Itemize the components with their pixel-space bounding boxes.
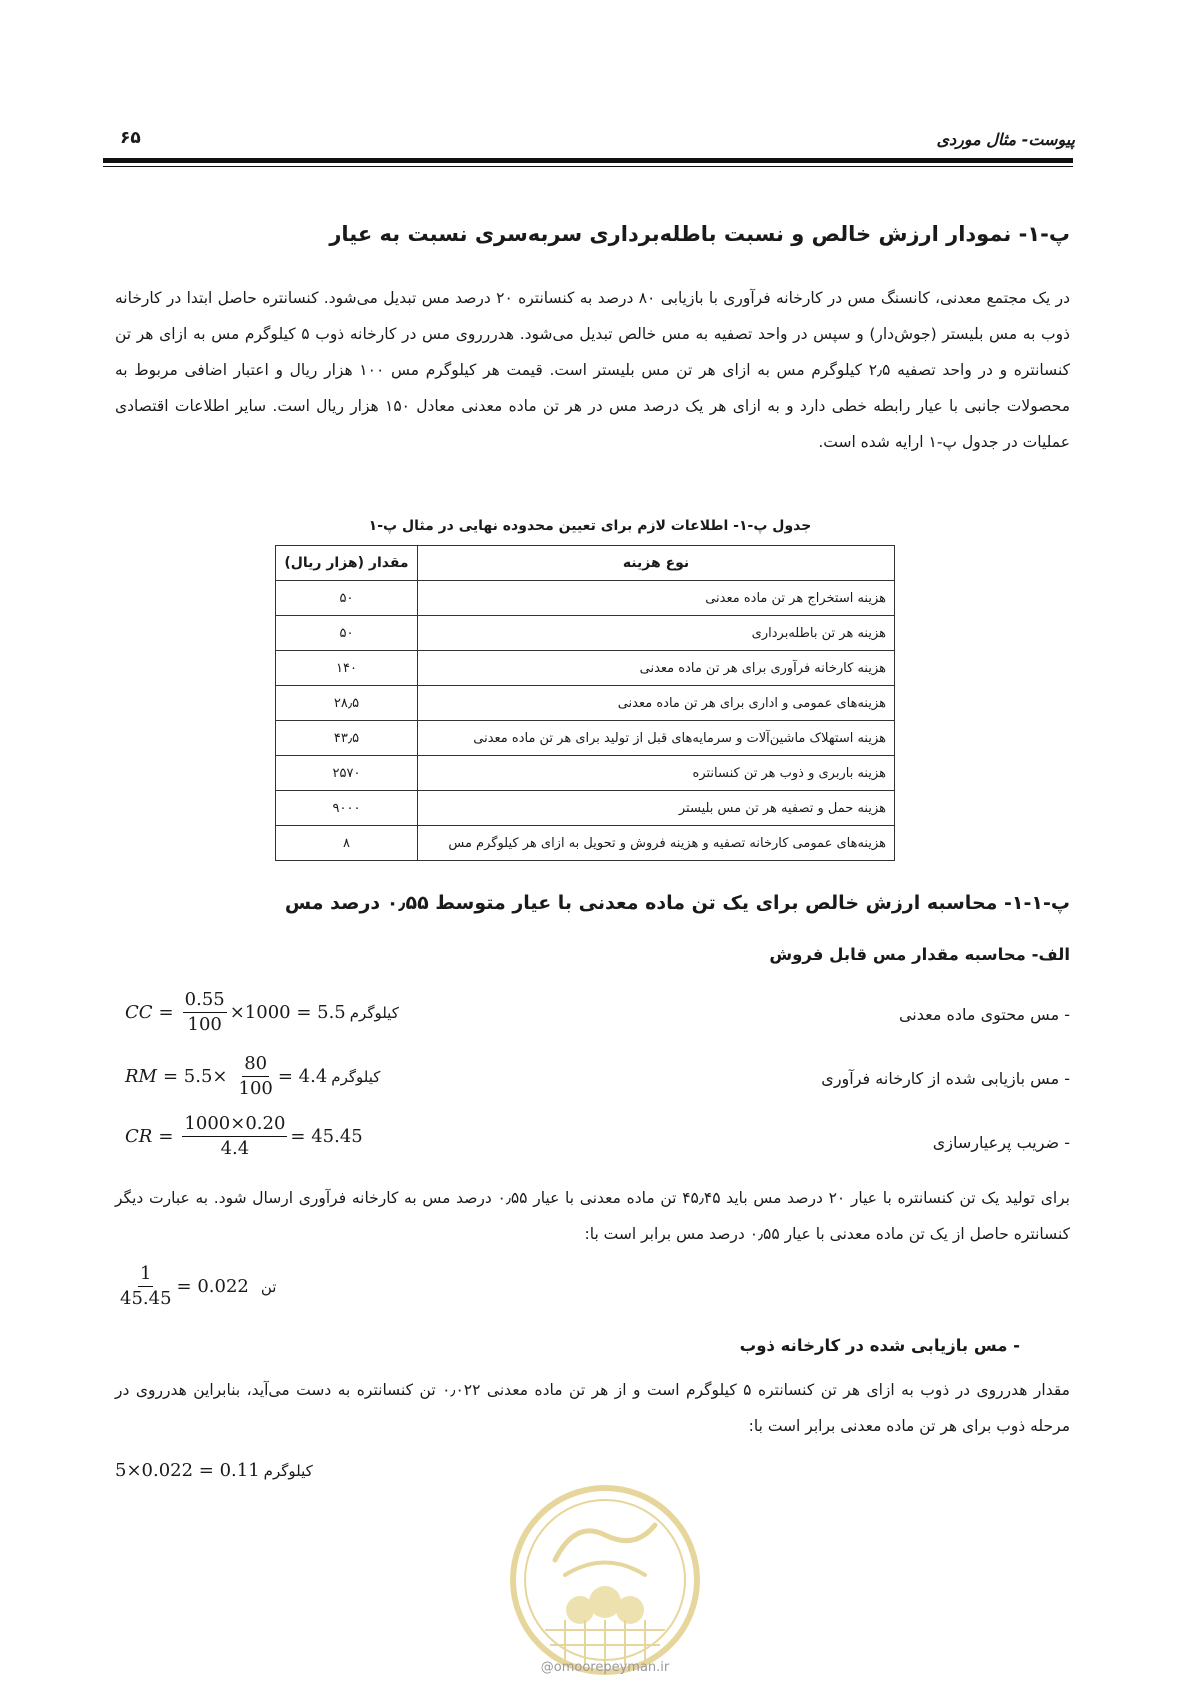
cost-description: هزینه‌های عمومی کارخانه تصفیه و هزینه فروش و تحویل به ازای هر کیلوگرم مس	[418, 826, 895, 861]
formula-expr: 5×0.022 = 0.11	[115, 1460, 260, 1481]
label-recovered-copper: - مس بازیابی شده از کارخانه فرآوری	[821, 1069, 1070, 1088]
cost-description: هزینه هر تن باطله‌برداری	[418, 616, 895, 651]
table-header-row	[276, 546, 895, 581]
formula-concentration-ratio	[125, 1112, 363, 1161]
unit: کیلوگرم	[349, 1003, 399, 1022]
formula-rest: ×1000 = 5.5	[229, 1002, 346, 1023]
denominator: 100	[238, 1078, 273, 1099]
header-rule	[103, 158, 1073, 163]
formula-recovered-copper	[125, 1052, 380, 1101]
table-row	[276, 756, 895, 791]
cost-description: هزینه حمل و تصفیه هر تن مس بلیستر	[418, 791, 895, 826]
formula-rest: = 0.022	[176, 1276, 249, 1297]
formula-smelter-loss	[115, 1460, 313, 1481]
subheading-saleable-copper: الف- محاسبه مقدار مس قابل فروش	[769, 945, 1070, 964]
formula-eq: = 5.5×	[162, 1066, 228, 1087]
watermark-seal-icon	[505, 1480, 705, 1680]
cost-value: ۴۳٫۵	[276, 721, 418, 756]
cost-value: ۹۰۰۰	[276, 791, 418, 826]
formula-eq: =	[158, 1002, 174, 1023]
cost-value: ۵۰	[276, 581, 418, 616]
label-concentration-ratio: - ضریب پرعیارسازی	[932, 1133, 1070, 1152]
header-amount: مقدار (هزار ریال)	[276, 546, 418, 581]
cost-value: ۵۰	[276, 616, 418, 651]
subsection-title: پ-۱-۱- محاسبه ارزش خالص برای یک تن ماده معدنی با عیار متوسط ۰٫۵۵ درصد مس	[284, 892, 1070, 914]
header-rule-thin	[103, 166, 1073, 167]
watermark-url: @omoorepeyman.ir	[540, 1660, 670, 1675]
cost-value: ۱۴۰	[276, 651, 418, 686]
intro-paragraph: در یک مجتمع معدنی، کانسنگ مس در کارخانه فرآوری با بازیابی ۸۰ درصد به کنسانتره ۲۰ درصد مس تبدیل می‌شود. کنسانتره حاصل ابتدا در کارخانه ذوب به مس بلیستر (جوش‌دار) و سپس در واحد تصفیه به مس خالص تبدیل می‌شود. هدررروی مس در کارخانه ذوب ۵ کیلوگرم مس به ازای هر تن کنسانتره و در واحد تصفیه ۲٫۵ کیلوگرم مس به ازای هر تن مس بلیستر است. قیمت هر کیلوگرم مس ۱۰۰ هزار ریال و اعتبار اضافی مربوط به محصولات جانبی با عیار رابطه خطی دارد و به ازای هر یک درصد مس در هر تن ماده معدنی معادل ۱۵۰ هزار ریال است. سایر اطلاعات اقتصادی عملیات در جدول پ-۱ ارایه شده است.	[115, 289, 1071, 451]
table-row	[276, 651, 895, 686]
denominator: 100	[187, 1014, 222, 1035]
unit: کیلوگرم	[331, 1067, 381, 1086]
formula-lhs: CC	[125, 1002, 153, 1023]
running-header	[100, 126, 1075, 162]
fraction	[118, 1262, 174, 1311]
cost-description: هزینه کارخانه فرآوری برای هر تن ماده معدنی	[418, 651, 895, 686]
table-row	[276, 721, 895, 756]
table-row	[276, 826, 895, 861]
table-caption: جدول پ-۱- اطلاعات لازم برای تعیین محدوده نهایی در مثال پ-۱	[368, 518, 812, 534]
cost-value: ۸	[276, 826, 418, 861]
cost-description: هزینه‌های عمومی و اداری برای هر تن ماده معدنی	[418, 686, 895, 721]
label-contained-copper: - مس محتوی ماده معدنی	[898, 1005, 1070, 1024]
cost-description: هزینه استهلاک ماشین‌آلات و سرمایه‌های قبل از تولید برای هر تن ماده معدنی	[418, 721, 895, 756]
cost-description: هزینه باربری و ذوب هر تن کنسانتره	[418, 756, 895, 791]
formula-lhs: RM	[125, 1066, 157, 1087]
formula-lhs: CR	[125, 1126, 153, 1147]
numerator: 80	[242, 1052, 269, 1077]
table-row	[276, 616, 895, 651]
formula-concentrate-ratio	[115, 1262, 276, 1311]
section-title: پ-۱- نمودار ارزش خالص و نسبت باطله‌برداری سربه‌سری نسبت به عیار	[329, 222, 1070, 246]
formula-contained-copper	[125, 988, 399, 1037]
numerator: 0.55	[183, 988, 227, 1013]
table-row	[276, 686, 895, 721]
page-number: ۶۵	[120, 128, 141, 148]
cost-table	[275, 545, 895, 861]
table-row	[276, 791, 895, 826]
denominator: 45.45	[120, 1288, 172, 1309]
formula-rest: = 45.45	[290, 1126, 363, 1147]
subheading-smelter-recovery: - مس بازیابی شده در کارخانه ذوب	[739, 1336, 1020, 1355]
fraction	[182, 1112, 287, 1161]
cost-description: هزینه استخراج هر تن ماده معدنی	[418, 581, 895, 616]
formula-eq: =	[158, 1126, 174, 1147]
paragraph-concentrate: برای تولید یک تن کنسانتره با عیار ۲۰ درصد مس باید ۴۵٫۴۵ تن ماده معدنی با عیار ۰٫۵۵ درصد مس به کارخانه فرآوری ارسال شود. به عبارت دیگر کنسانتره حاصل از یک تن ماده معدنی با عیار ۰٫۵۵ درصد مس برابر است با:	[115, 1189, 1070, 1243]
header-title: پیوست- مثال موردی	[936, 130, 1075, 149]
table-body	[276, 581, 895, 861]
paragraph-smelter-loss: مقدار هدرروی در ذوب به ازای هر تن کنسانتره ۵ کیلوگرم است و از هر تن ماده معدنی ۰٫۰۲۲ تن کنسانتره به دست می‌آید، بنابراین هدرروی در مرحله ذوب برای هر تن ماده معدنی برابر است با:	[115, 1381, 1070, 1435]
formula-rest: = 4.4	[277, 1066, 328, 1087]
denominator: 4.4	[220, 1138, 250, 1159]
numerator: 1000×0.20	[182, 1112, 287, 1137]
table-row	[276, 581, 895, 616]
fraction	[237, 1052, 275, 1101]
unit: تن	[260, 1277, 277, 1296]
unit: کیلوگرم	[263, 1461, 313, 1480]
fraction	[183, 988, 227, 1037]
cost-value: ۲۸٫۵	[276, 686, 418, 721]
numerator: 1	[138, 1262, 153, 1287]
cost-value: ۲۵۷۰	[276, 756, 418, 791]
header-cost-type: نوع هزینه	[418, 546, 895, 581]
